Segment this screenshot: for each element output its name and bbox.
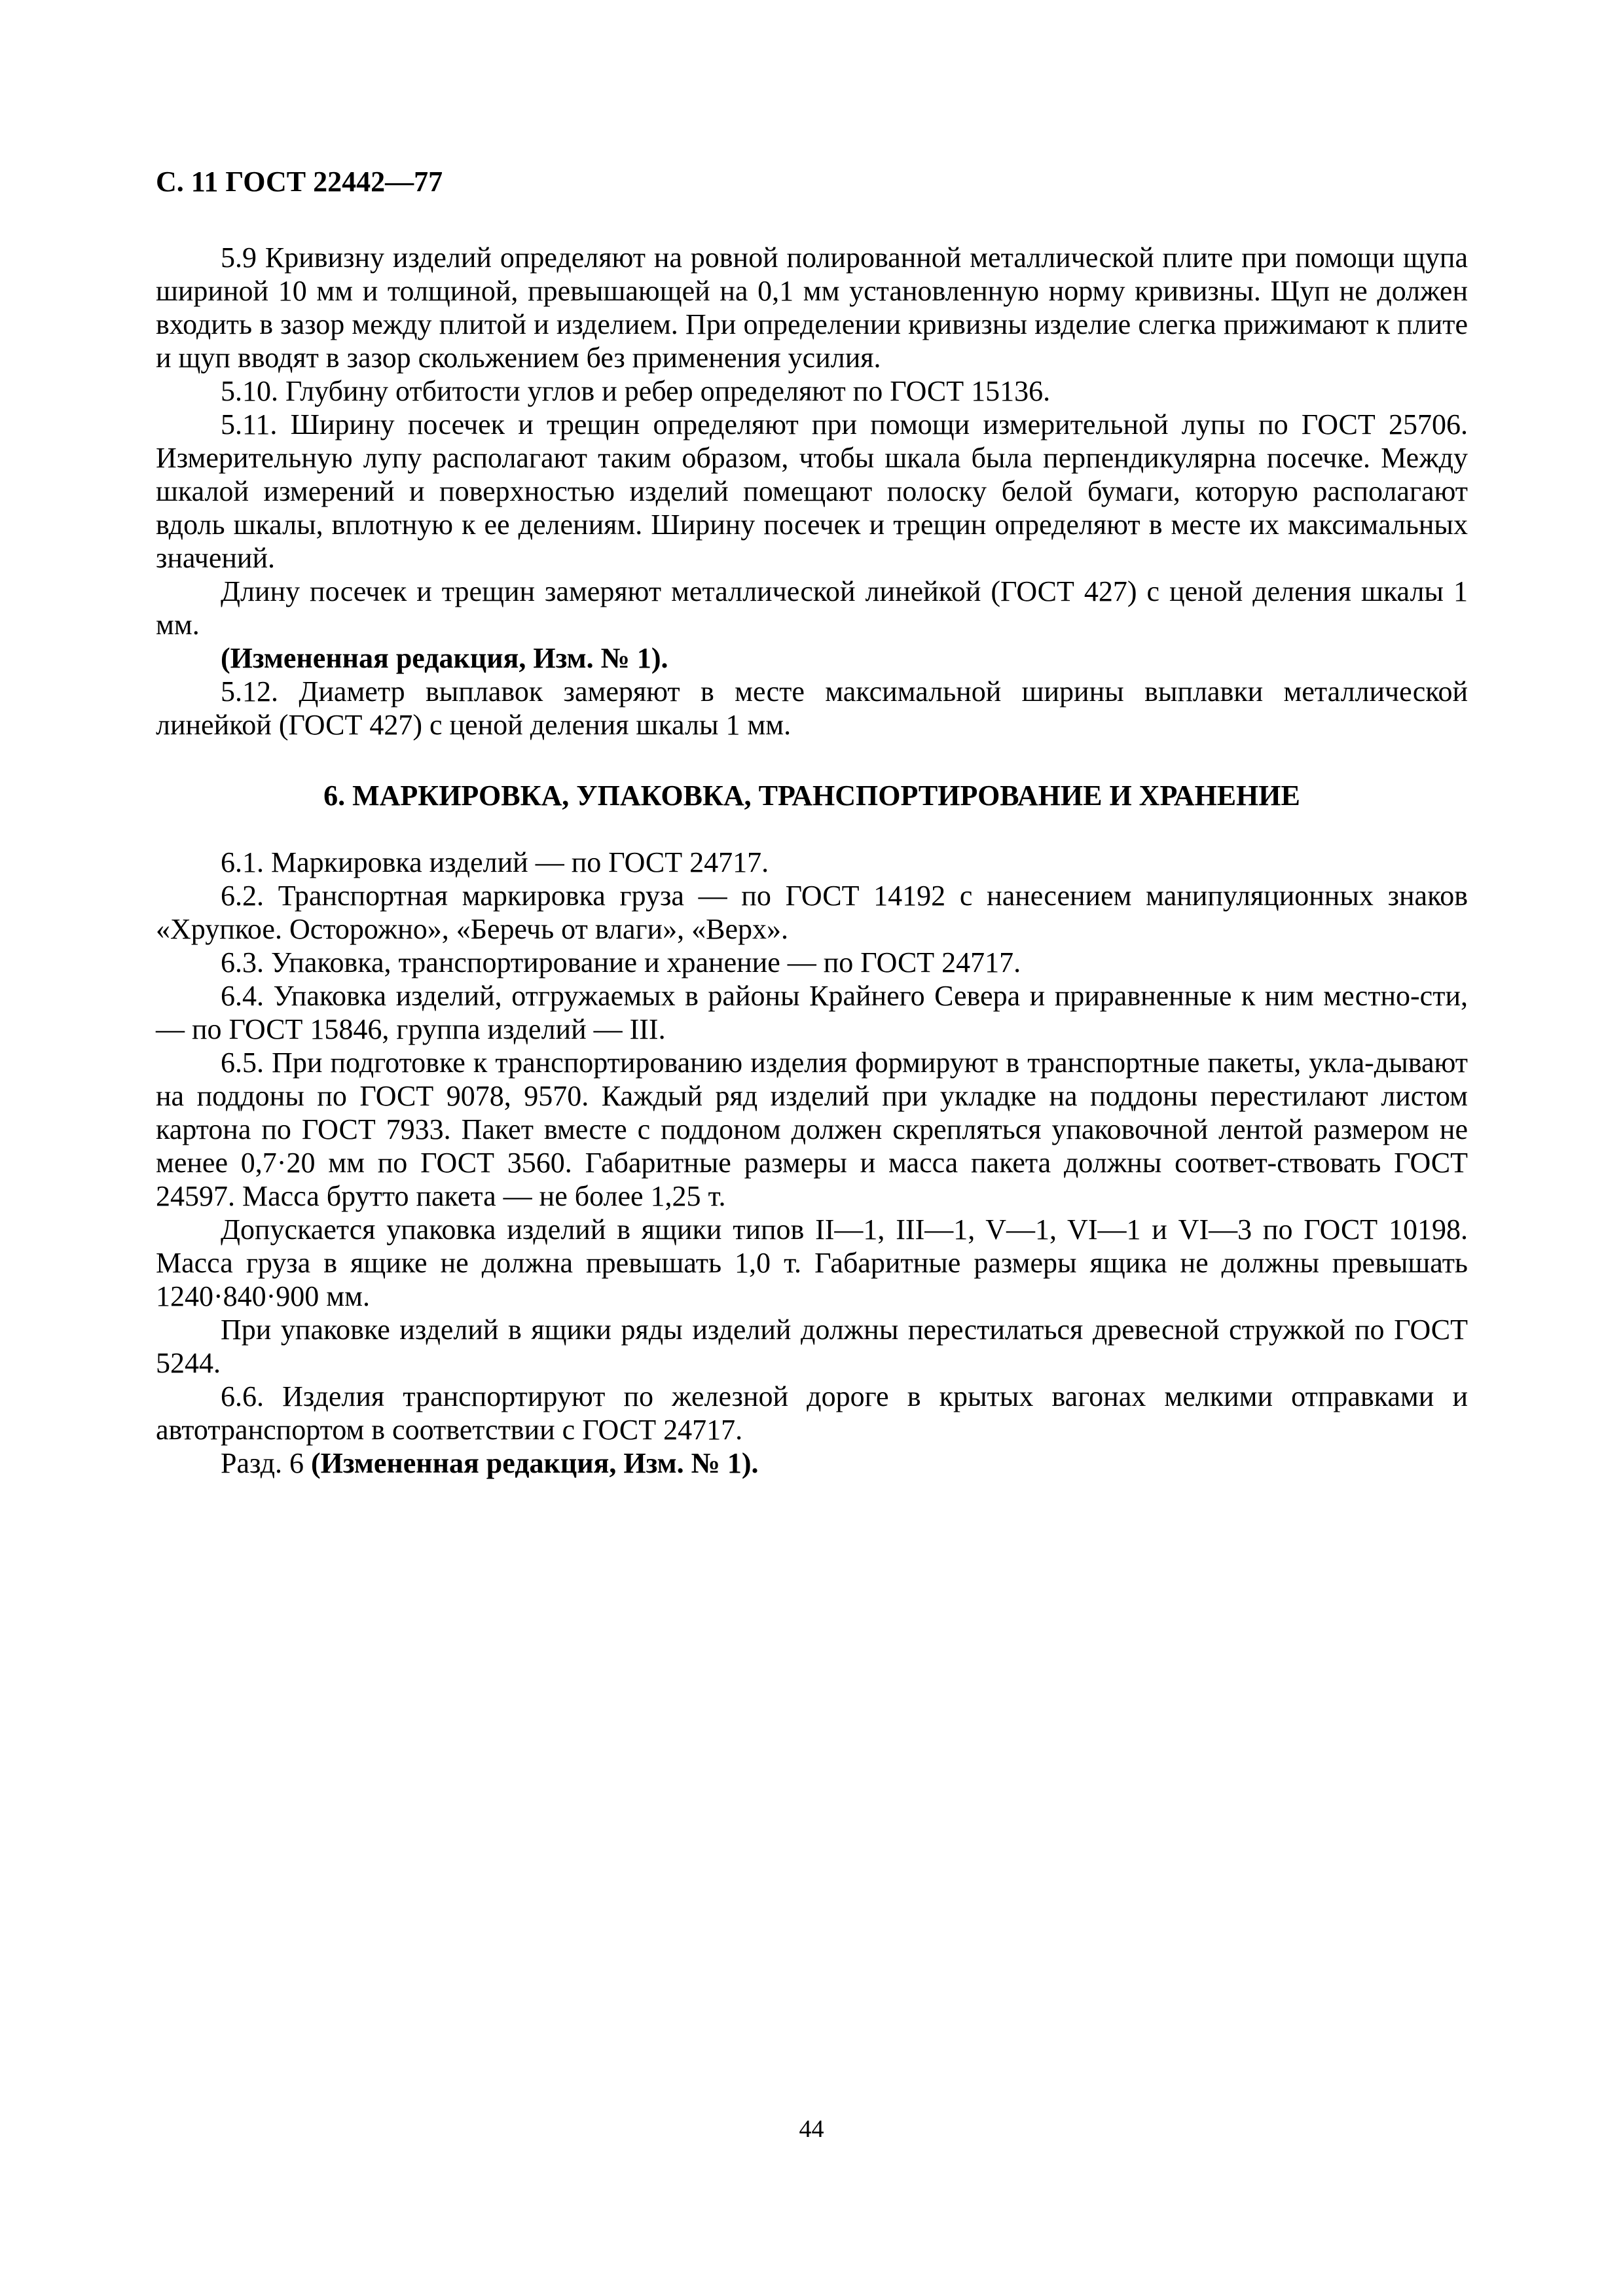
- paragraph-5-12: 5.12. Диаметр выплавок замеряют в месте максимальной ширины выплавки металлической линейкой (ГОСТ 427) с ценой деления шкалы 1 мм.: [156, 675, 1468, 741]
- paragraph-6-5: 6.5. При подготовке к транспортированию изделия формируют в транспортные пакеты, укла-дывают на поддоны по ГОСТ 9078, 9570. Каждый ряд изделий при укладке на поддоны перестилают листом картона по ГОСТ 7933. Пакет вместе с поддоном должен скрепляться упаковочной лентой размером не менее 0,7·20 мм по ГОСТ 3560. Габаритные размеры и масса пакета должны соответ-ствовать ГОСТ 24597. Масса брутто пакета — не более 1,25 т.: [156, 1047, 1468, 1212]
- page-header: С. 11 ГОСТ 22442—77: [156, 166, 443, 198]
- section-6-title: 6. МАРКИРОВКА, УПАКОВКА, ТРАНСПОРТИРОВАНИЕ И ХРАНЕНИЕ: [323, 780, 1300, 812]
- amendment-note-6: [156, 1446, 1468, 1480]
- paragraph-6-6: 6.6. Изделия транспортируют по железной дороге в крытых вагонах мелкими отправками и автотранспортом в соответствии с ГОСТ 24717.: [156, 1380, 1468, 1446]
- paragraph-5-11-length: Длину посечек и трещин замеряют металлической линейкой (ГОСТ 427) с ценой деления шкалы 1 мм.: [156, 575, 1468, 641]
- paragraph-5-9: 5.9 Кривизну изделий определяют на ровной полированной металлической плите при помощи щупа шириной 10 мм и толщиной, превышающей на 0,1 мм установленную норму кривизны. Щуп не должен входить в зазор между плитой и изделием. При определении кривизны изделие слегка прижимают к плите и щуп вводят в зазор скольжением без применения усилия.: [156, 242, 1468, 374]
- amendment-prefix: Разд. 6: [221, 1447, 311, 1479]
- page-number: 44: [799, 2115, 824, 2143]
- document-body: [156, 241, 1468, 1480]
- paragraph-6-2: 6.2. Транспортная маркировка груза — по ГОСТ 14192 с нанесением манипуляционных знаков «Хрупкое. Осторожно», «Беречь от влаги», «Верх».: [156, 880, 1468, 945]
- paragraph-6-4: 6.4. Упаковка изделий, отгружаемых в районы Крайнего Севера и приравненные к ним местно-сти, — по ГОСТ 15846, группа изделий — III.: [156, 980, 1468, 1045]
- paragraph-6-5-chips: При упаковке изделий в ящики ряды изделий должны перестилаться древесной стружкой по ГОСТ 5244.: [156, 1314, 1468, 1379]
- amendment-note-5: (Измененная редакция, Изм. № 1).: [221, 642, 668, 674]
- paragraph-5-10: 5.10. Глубину отбитости углов и ребер определяют по ГОСТ 15136.: [221, 375, 1051, 407]
- paragraph-5-11: 5.11. Ширину посечек и трещин определяют при помощи измерительной лупы по ГОСТ 25706. Измерительную лупу располагают таким образом, чтобы шкала была перпендикулярна посечке. Между шкалой измерений и поверхностью изделий помещают полоску белой бумаги, которую располагают вдоль шкалы, вплотную к ее делениям. Ширину посечек и трещин определяют в месте их максимальных значений.: [156, 408, 1468, 574]
- paragraph-6-5-boxes: Допускается упаковка изделий в ящики типов II—1, III—1, V—1, VI—1 и VI—3 по ГОСТ 10198. Масса груза в ящике не должна превышать 1,0 т. Габаритные размеры ящика не должны превышать 1240·840·900 мм.: [156, 1213, 1468, 1312]
- paragraph-6-1: 6.1. Маркировка изделий — по ГОСТ 24717.: [221, 846, 769, 878]
- paragraph-6-3: 6.3. Упаковка, транспортирование и хранение — по ГОСТ 24717.: [221, 946, 1021, 978]
- amendment-label: (Измененная редакция, Изм. № 1).: [310, 1447, 759, 1479]
